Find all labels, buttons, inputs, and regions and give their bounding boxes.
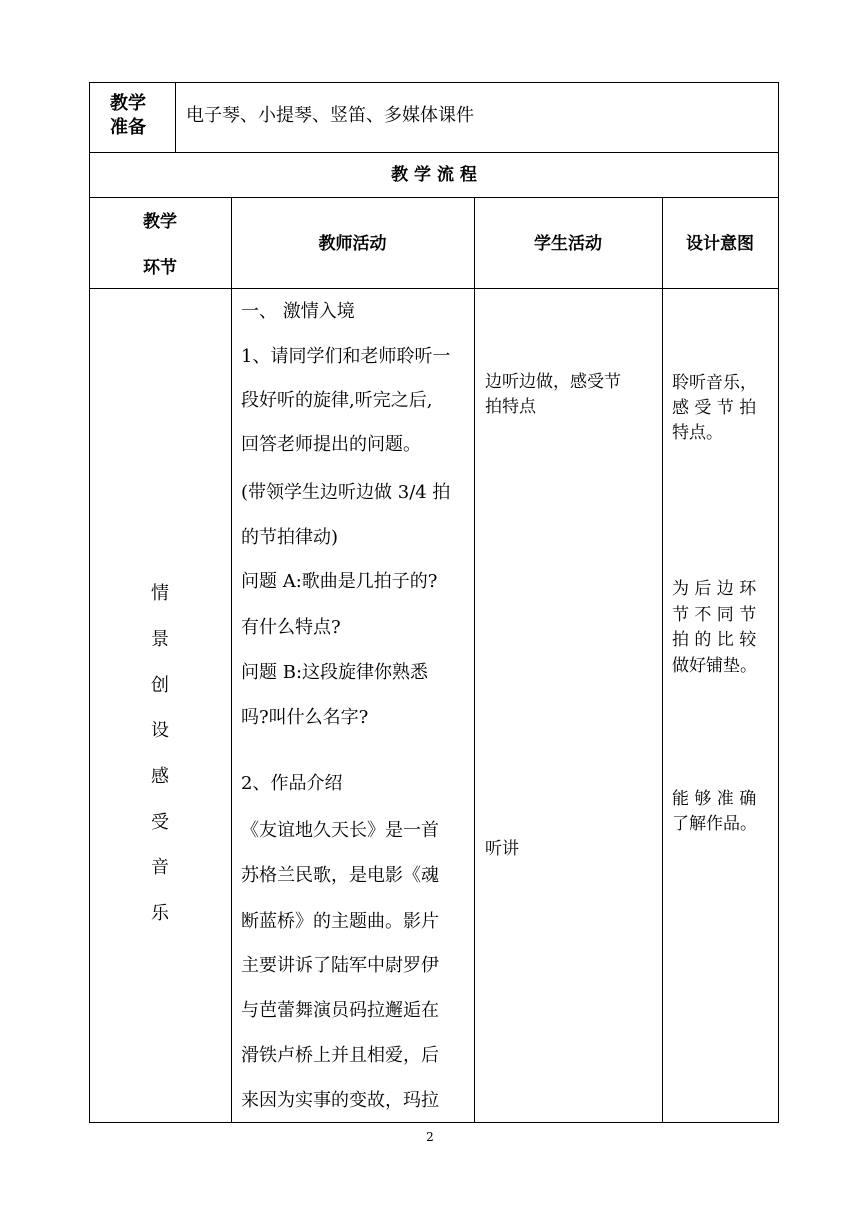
design-intent-line: 为 后 边 环 xyxy=(672,579,757,599)
teacher-line: 苏格兰民歌，是电影《魂 xyxy=(241,865,439,886)
teacher-line: 一、 激情入境 xyxy=(241,301,355,322)
section-char: 乐 xyxy=(151,903,169,924)
teacher-line: 回答老师提出的问题。 xyxy=(241,434,421,455)
design-intent-line: 节 不 同 节 xyxy=(672,605,757,625)
design-intent-line: 特点。 xyxy=(672,423,723,443)
teacher-line: 问题 B:这段旋律你熟悉 xyxy=(241,662,429,683)
teacher-line: 主要讲诉了陆军中尉罗伊 xyxy=(241,955,439,976)
teacher-line: 与芭蕾舞演员码拉邂逅在 xyxy=(241,1000,439,1021)
prep-label-line1: 教学 xyxy=(110,93,146,114)
student-activity-line: 拍特点 xyxy=(485,397,536,417)
table-border-bottom xyxy=(89,1122,779,1123)
col-divider-2 xyxy=(474,197,475,1123)
section-char: 感 xyxy=(151,766,169,787)
section-char: 音 xyxy=(151,857,169,878)
prep-content: 电子琴、小提琴、竖笛、多媒体课件 xyxy=(186,105,474,126)
teacher-line: 《友谊地久天长》是一首 xyxy=(241,820,439,841)
teacher-line: (带领学生边听边做 3/4 拍 xyxy=(241,482,451,503)
section-char: 受 xyxy=(151,812,169,833)
teacher-line: 段好听的旋律,听完之后, xyxy=(241,390,433,411)
teacher-line: 1、请同学们和老师聆听一 xyxy=(241,346,451,367)
header-student: 学生活动 xyxy=(534,234,602,254)
table-border-top xyxy=(89,82,779,83)
row-divider-flow xyxy=(89,197,779,198)
section-char: 情 xyxy=(151,583,169,604)
section-char: 创 xyxy=(151,675,169,696)
header-section-line1: 教学 xyxy=(143,212,177,232)
section-char: 景 xyxy=(151,629,169,650)
design-intent-line: 拍 的 比 较 xyxy=(672,630,757,650)
design-intent-line: 能 够 准 确 xyxy=(672,789,757,809)
page-number: 2 xyxy=(426,1130,434,1144)
teacher-line: 2、作品介绍 xyxy=(241,773,343,794)
col-divider-3 xyxy=(662,197,663,1123)
col-divider-prep xyxy=(175,82,176,153)
header-design: 设计意图 xyxy=(686,234,754,254)
header-section-line2: 环节 xyxy=(143,258,177,278)
teacher-line: 吗?叫什么名字? xyxy=(241,707,369,728)
section-char: 设 xyxy=(151,720,169,741)
col-divider-1 xyxy=(231,197,232,1123)
prep-label-line2: 准备 xyxy=(110,117,146,138)
design-intent-line: 聆听音乐， xyxy=(672,373,757,393)
design-intent-line: 感 受 节 拍 xyxy=(672,398,757,418)
teacher-line: 来因为实事的变故，玛拉 xyxy=(241,1090,439,1111)
teacher-line: 有什么特点? xyxy=(241,617,341,638)
teacher-line: 问题 A:歌曲是几拍子的? xyxy=(241,571,438,592)
row-divider-prep xyxy=(89,152,779,153)
teacher-line: 断蓝桥》的主题曲。影片 xyxy=(241,911,439,932)
table-border-right xyxy=(778,82,779,1123)
design-intent-line: 了解作品。 xyxy=(672,814,757,834)
teacher-line: 滑铁卢桥上并且相爱，后 xyxy=(241,1045,439,1066)
student-activity-line: 边听边做，感受节 xyxy=(485,372,621,392)
row-divider-header xyxy=(89,288,779,289)
header-teacher: 教师活动 xyxy=(318,234,387,254)
teacher-line: 的节拍律动) xyxy=(241,527,339,548)
student-activity-line: 听讲 xyxy=(485,839,519,859)
flow-title: 教 学 流 程 xyxy=(391,165,477,185)
design-intent-line: 做好铺垫。 xyxy=(672,656,757,676)
